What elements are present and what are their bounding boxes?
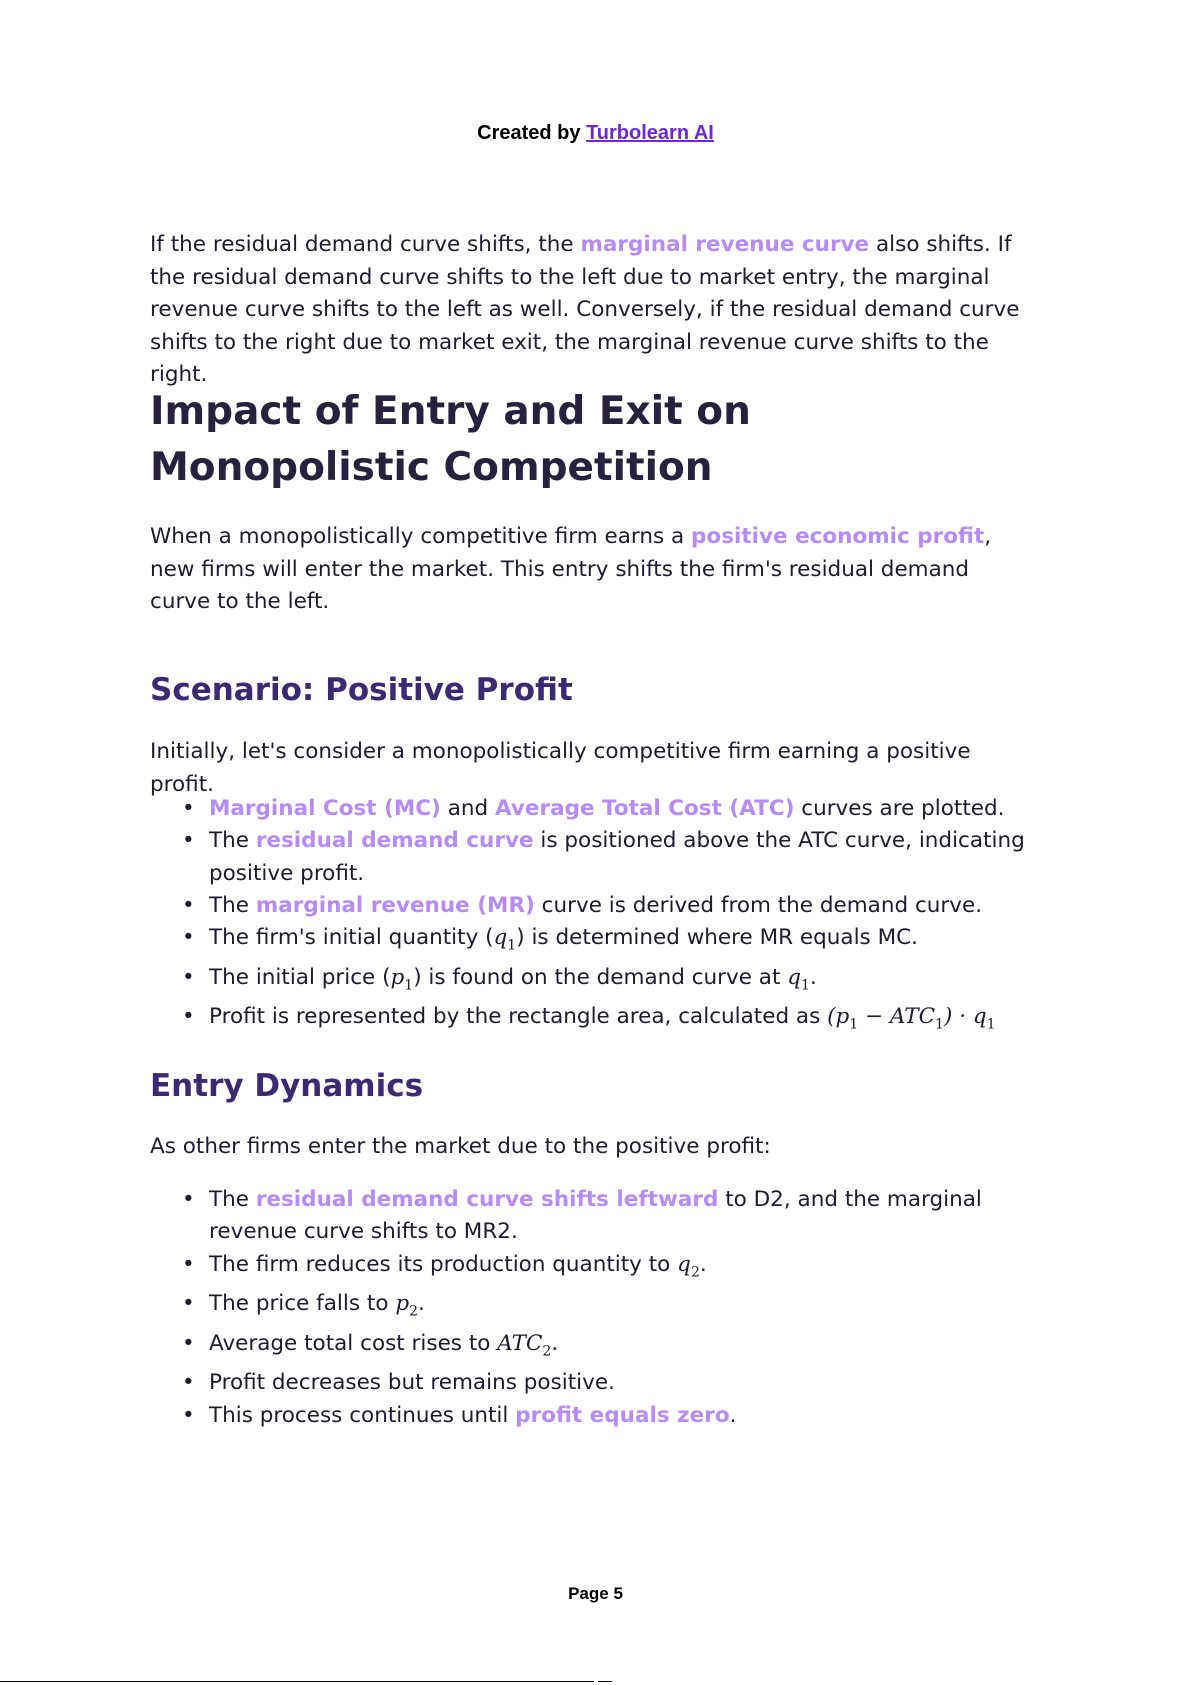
- page-number: Page 5: [568, 1584, 623, 1603]
- dynamics-heading: [150, 1066, 1030, 1106]
- list-item: • The marginal revenue (MR) curve is derived from the demand curve.: [150, 890, 1030, 922]
- list-item: • The residual demand curve shifts leftward to D2, and the marginal revenue curve shifts to MR2.: [150, 1184, 1030, 1249]
- header-prefix: Created by: [477, 122, 581, 144]
- list-item: • Profit is represented by the rectangle area, calculated as $(p_1 - ATC_1) \cdot q_1$: [150, 1001, 1030, 1041]
- list-item: • Average total cost rises to $ATC_2$.: [150, 1328, 1030, 1368]
- section-heading: [150, 384, 1030, 496]
- entry-paragraph: When a monopolistically competitive firm earns a positive economic profit, new firms will enter the market. This entry shifts the firm's residual demand curve to the left.: [150, 524, 992, 614]
- page-header: [0, 122, 1191, 145]
- list-item: • The firm reduces its production quantity to $q_2$.: [150, 1249, 1030, 1289]
- highlight-term: marginal revenue curve: [580, 232, 870, 257]
- intro-paragraph: If the residual demand curve shifts, the marginal revenue curve also shifts. If the residual demand curve shifts to the left due to market entry, the marginal revenue curve shifts to the left as well. Conversely, if the residual demand curve shifts to the right due to market exit, the marginal revenue curve shifts to the right.: [150, 232, 1020, 387]
- subsection-title: Entry Dynamics: [150, 1068, 424, 1104]
- dynamics-intro: As other firms enter the market due to the positive profit:: [150, 1134, 771, 1159]
- highlight-term: positive economic profit: [691, 524, 985, 549]
- subsection-title: Scenario: Positive Profit: [150, 672, 573, 708]
- list-item: • The residual demand curve is positioned above the ATC curve, indicating positive profit.: [150, 825, 1030, 890]
- list-item: • The firm's initial quantity $(q_1)$ is determined where MR equals MC.: [150, 922, 1030, 962]
- scenario-intro: Initially, let's consider a monopolistically competitive firm earning a positive profit.: [150, 739, 971, 797]
- list-item: • Profit decreases but remains positive.: [150, 1367, 1030, 1399]
- list-item: • The price falls to $p_2$.: [150, 1288, 1030, 1328]
- page-title: Impact of Entry and Exit on Monopolistic Competition: [150, 389, 751, 490]
- footer-rule-short: [598, 1681, 612, 1682]
- scenario-list: [150, 793, 1030, 1041]
- profit-formula: $(p_1 - ATC_1) \cdot q_1$: [827, 1004, 996, 1033]
- list-item: • The initial price $(p_1)$ is found on the demand curve at $q_1$.: [150, 962, 1030, 1002]
- dynamics-list: [150, 1184, 1030, 1432]
- footer-rule: [0, 1681, 594, 1682]
- list-item: • This process continues until profit equals zero.: [150, 1400, 1030, 1432]
- turbolearn-link[interactable]: Turbolearn AI: [586, 122, 714, 144]
- list-item: • Marginal Cost (MC) and Average Total Cost (ATC) curves are plotted.: [150, 793, 1030, 825]
- scenario-heading: [150, 670, 1030, 710]
